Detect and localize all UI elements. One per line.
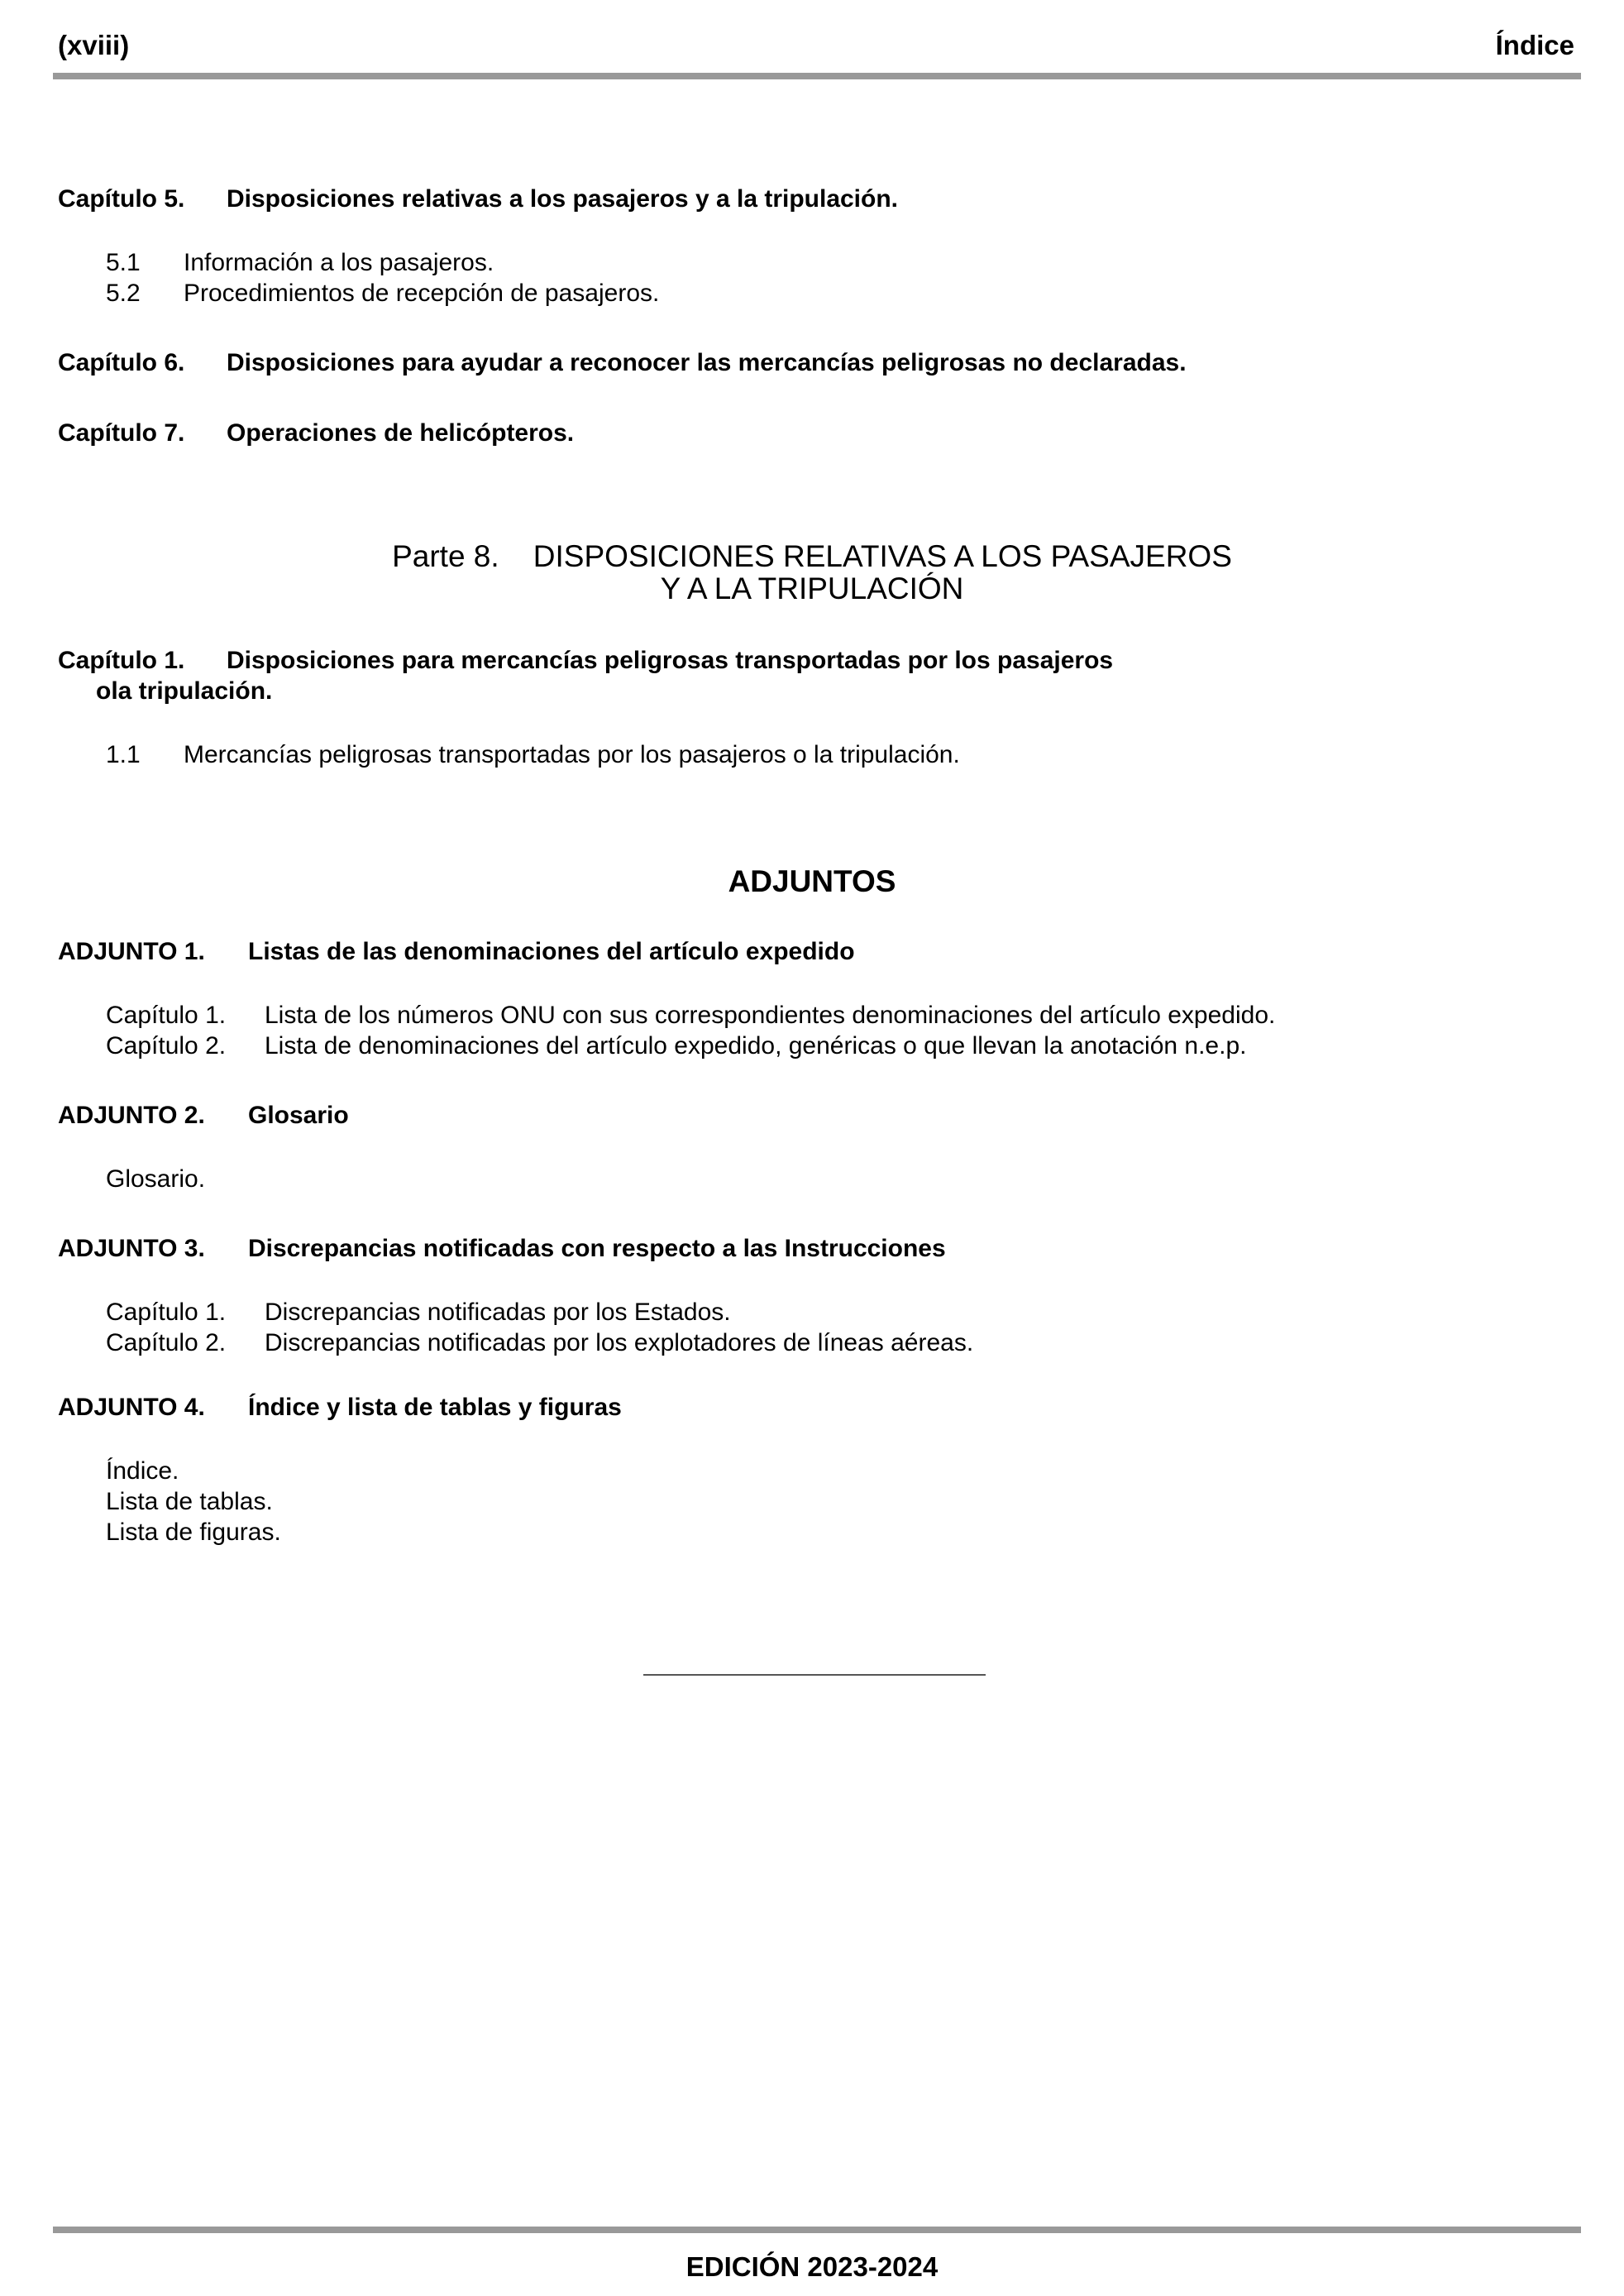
toc-item: Capítulo 2. Lista de denominaciones del artículo expedido, genéricas o que llevan la anotación n.e.p. (106, 1032, 1247, 1060)
toc-adjunto-2 (58, 1102, 349, 1130)
adjunto-title: Glosario (248, 1102, 349, 1129)
chapter-number: Capítulo 6. (58, 349, 185, 376)
toc-item: Capítulo 1. Discrepancias notificadas por los Estados. (106, 1299, 731, 1326)
toc-item: Índice. (106, 1457, 179, 1485)
toc-item: Capítulo 2. Discrepancias notificadas por los explotadores de líneas aéreas. (106, 1329, 974, 1356)
toc-item: Lista de tablas. (106, 1488, 273, 1515)
adjunto-title: Discrepancias notificadas con respecto a las Instrucciones (248, 1235, 946, 1262)
toc-item: Lista de figuras. (106, 1519, 281, 1546)
adjunto-number: ADJUNTO 4. (58, 1394, 205, 1421)
adjuntos-heading: ADJUNTOS (728, 864, 896, 898)
toc-item: Capítulo 1. Lista de los números ONU con sus correspondientes denominaciones del artículo expedido. (106, 1002, 1276, 1029)
part-8-heading-line2: Y A LA TRIPULACIÓN (660, 572, 964, 605)
end-of-section-rule (643, 1674, 986, 1676)
part-8-heading: Parte 8. DISPOSICIONES RELATIVAS A LOS PASAJEROS (392, 539, 1232, 573)
chapter-title-continuation: ola tripulación. (96, 677, 273, 705)
toc-adjunto-3 (58, 1235, 946, 1263)
adjunto-title: Listas de las denominaciones del artículo expedido (248, 938, 855, 965)
adjunto-title: Índice y lista de tablas y figuras (248, 1394, 622, 1421)
toc-adjunto-1 (58, 938, 855, 966)
toc-part8-chapter-1 (58, 647, 1113, 675)
toc-chapter-5 (58, 185, 898, 213)
chapter-number: Capítulo 1. (58, 647, 185, 674)
footer-rule (53, 2227, 1581, 2233)
chapter-number: Capítulo 5. (58, 185, 185, 213)
page-number: (xviii) (58, 30, 130, 60)
running-title: Índice (1495, 30, 1574, 60)
chapter-title: Disposiciones para mercancías peligrosas transportadas por los pasajeros (227, 647, 1114, 674)
toc-item: 5.1 Información a los pasajeros. (106, 249, 494, 276)
toc-adjunto-4 (58, 1394, 622, 1422)
chapter-title: Disposiciones para ayudar a reconocer las mercancías peligrosas no declaradas. (227, 349, 1187, 376)
toc-chapter-6 (58, 349, 1187, 377)
toc-item: Glosario. (106, 1165, 206, 1193)
toc-chapter-7 (58, 419, 574, 447)
chapter-number: Capítulo 7. (58, 419, 185, 447)
adjunto-number: ADJUNTO 1. (58, 938, 205, 965)
header-rule (53, 73, 1581, 79)
toc-item: 5.2 Procedimientos de recepción de pasajeros. (106, 280, 660, 307)
toc-item: 1.1 Mercancías peligrosas transportadas por los pasajeros o la tripulación. (106, 741, 960, 768)
edition-footer: EDICIÓN 2023-2024 (685, 2251, 939, 2282)
chapter-title: Operaciones de helicópteros. (227, 419, 575, 447)
adjunto-number: ADJUNTO 2. (58, 1102, 205, 1129)
adjunto-number: ADJUNTO 3. (58, 1235, 205, 1262)
chapter-title: Disposiciones relativas a los pasajeros y a la tripulación. (227, 185, 899, 213)
